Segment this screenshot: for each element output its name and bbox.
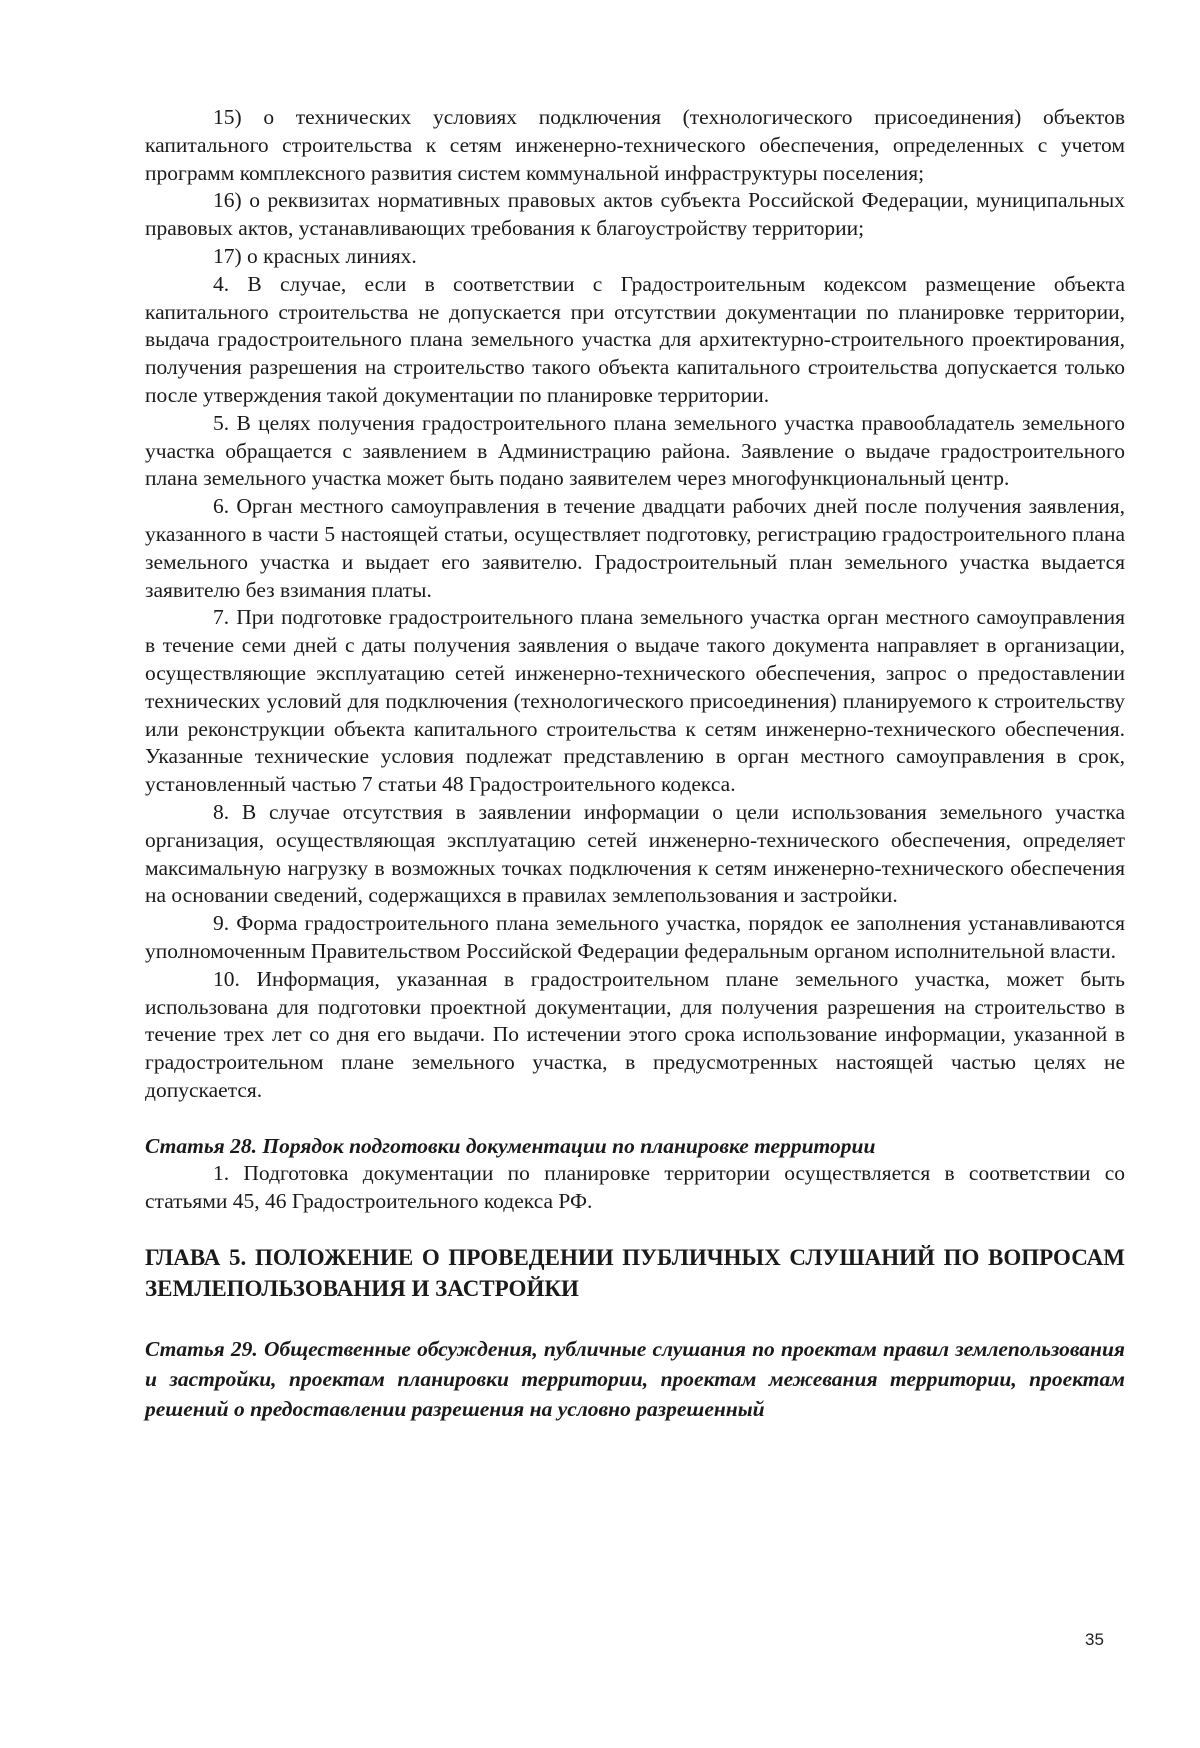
article-28-title: Статья 28. Порядок подготовки документации по планировке территории <box>145 1133 876 1158</box>
paragraph-part-8: 8. В случае отсутствия в заявлении информации о цели использования земельного участка организация, осуществляющая эксплуатацию сетей инженерно-технического обеспечения, определяет максимальную нагрузку в возможных точках подключения к сетям инженерно-технического обеспечения на основании сведений, содержащихся в правилах землепользования и застройки. <box>145 799 1125 908</box>
paragraph-part-4: 4. В случае, если в соответствии с Градостроительным кодексом размещение объекта капитального строительства не допускается при отсутствии документации по планировке территории, выдача градостроительного плана земельного участка для архитектурно-строительного проектирования, получения разрешения на строительство такого объекта капитального строительства допускается только после утверждения такой документации по планировке территории. <box>145 271 1125 407</box>
article-29-title: Статья 29. Общественные обсуждения, публичные слушания по проектам правил землепользования и застройки, проектам планировки территории, проектам межевания территории, проектам решений о предоставлении разрешения на условно разрешенный <box>145 1337 1125 1422</box>
paragraph-item-17: 17) о красных линиях. <box>213 243 417 268</box>
paragraph-part-9: 9. Форма градостроительного плана земельного участка, порядок ее заполнения устанавливаются уполномоченным Правительством Российской Федерации федеральным органом исполнительной власти. <box>145 911 1125 963</box>
paragraph-part-5: 5. В целях получения градостроительного плана земельного участка правообладатель земельного участка обращается с заявлением в Администрацию района. Заявление о выдаче градостроительного плана земельного участка может быть подано заявителем через многофункциональный центр. <box>145 410 1125 491</box>
paragraph-part-6: 6. Орган местного самоуправления в течение двадцати рабочих дней после получения заявления, указанного в части 5 настоящей статьи, осуществляет подготовку, регистрацию градостроительного плана земельного участка и выдает его заявителю. Градостроительный план земельного участка выдается заявителю без взимания платы. <box>145 494 1125 602</box>
article-28-paragraph: 1. Подготовка документации по планировке территории осуществляется в соответствии со статьями 45, 46 Градостроительного кодекса РФ. <box>145 1161 1125 1214</box>
paragraph-part-7: 7. При подготовке градостроительного плана земельного участка орган местного самоуправления в течение семи дней с даты получения заявления о выдаче такого документа направляет в организации, осуществляющие эксплуатацию сетей инженерно-технического обеспечения, запрос о предоставлении технических условий для подключения (технологического присоединения) планируемого к строительству или реконструкции объекта капитального строительства к сетям инженерно-технического обеспечения. Указанные технические условия подлежат представлению в орган местного самоуправления в срок, установленный частью 7 статьи 48 Градостроительного кодекса. <box>145 605 1125 797</box>
page-number: 35 <box>1085 1630 1104 1649</box>
paragraph-item-16: 16) о реквизитах нормативных правовых актов субъекта Российской Федерации, муниципальных правовых актов, устанавливающих требования к благоустройству территории; <box>145 188 1125 241</box>
document-page <box>145 104 1125 1424</box>
chapter-5-title: ГЛАВА 5. ПОЛОЖЕНИЕ О ПРОВЕДЕНИИ ПУБЛИЧНЫХ СЛУШАНИЙ ПО ВОПРОСАМ ЗЕМЛЕПОЛЬЗОВАНИЯ И ЗАСТРОЙКИ <box>145 1245 1125 1302</box>
paragraph-item-15: 15) о технических условиях подключения (технологического присоединения) объектов капитального строительства к сетям инженерно-технического обеспечения, определенных с учетом программ комплексного развития систем коммунальной инфраструктуры поселения; <box>145 105 1125 185</box>
paragraph-part-10: 10. Информация, указанная в градостроительном плане земельного участка, может быть использована для подготовки проектной документации, для получения разрешения на строительство в течение трех лет со дня его выдачи. По истечении этого срока использование информации, указанной в градостроительном плане земельного участка, в предусмотренных настоящей частью целях не допускается. <box>145 966 1125 1102</box>
